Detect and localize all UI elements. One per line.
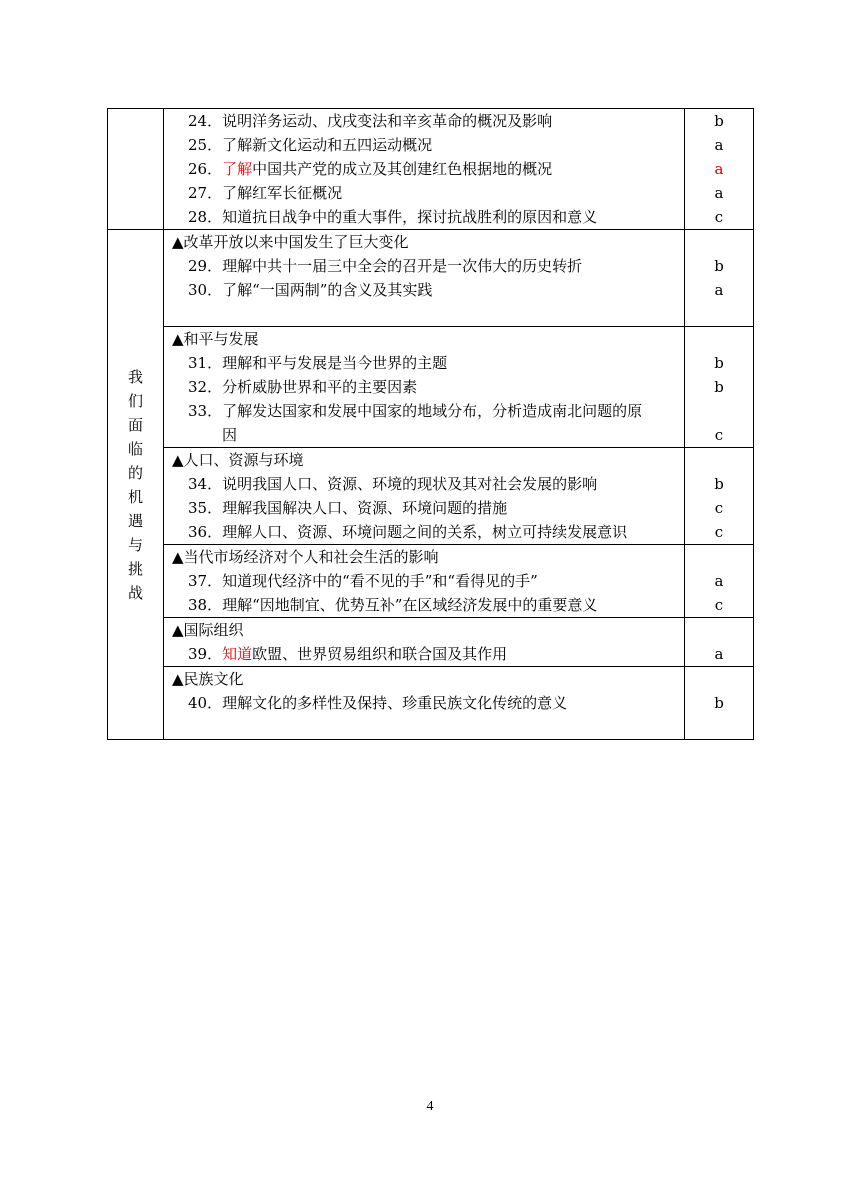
highlight-text: 了解 (222, 160, 253, 178)
spacer (685, 667, 753, 691)
spacer (164, 715, 684, 739)
spacer (685, 448, 753, 472)
level-value: c (714, 426, 724, 444)
content-cell (164, 545, 685, 618)
level-value: c (714, 523, 724, 541)
list-item: 36．理解人口、资源、环境问题之间的关系，树立可持续发展意识 (188, 523, 628, 541)
level-cell (685, 230, 754, 327)
table-row (108, 230, 754, 327)
content-cell (164, 618, 685, 667)
category-cell (108, 230, 164, 740)
list-item: 31．理解和平与发展是当今世界的主题 (188, 354, 448, 372)
list-item: 38．理解“因地制宜、优势互补”在区域经济发展中的重要意义 (188, 596, 598, 614)
list-item: 37．知道现代经济中的“看不见的手”和“看得见的手” (188, 572, 538, 590)
level-value: b (714, 694, 724, 712)
section-header: ▲人口、资源与环境 (172, 451, 304, 469)
section-header: ▲改革开放以来中国发生了巨大变化 (172, 233, 409, 251)
spacer (164, 302, 684, 326)
spacer (685, 230, 753, 254)
list-item: 28．知道抗日战争中的重大事件，探讨抗战胜利的原因和意义 (188, 208, 598, 226)
level-value: a (714, 281, 724, 299)
level-value: a (714, 184, 724, 202)
level-value: c (714, 596, 724, 614)
highlight-text: 知道 (222, 645, 253, 663)
level-value: a (714, 572, 724, 590)
curriculum-table (107, 108, 754, 740)
list-item: 33．了解发达国家和发展中国家的地域分布，分析造成南北问题的原 (188, 402, 643, 420)
table-row (108, 667, 754, 740)
section-header: ▲当代市场经济对个人和社会生活的影响 (172, 548, 439, 566)
list-item: 40．理解文化的多样性及保持、珍重民族文化传统的意义 (188, 694, 568, 712)
table-row (108, 109, 754, 230)
spacer (685, 302, 753, 326)
level-value: a (714, 160, 724, 178)
list-item: 25．了解新文化运动和五四运动概况 (188, 136, 433, 154)
table-row (108, 545, 754, 618)
table-row (108, 327, 754, 448)
table-row (108, 448, 754, 545)
content-cell (164, 327, 685, 448)
page-number: 4 (426, 1099, 434, 1114)
level-value: b (714, 112, 724, 130)
level-cell (685, 618, 754, 667)
level-cell (685, 109, 754, 230)
level-value: c (714, 208, 724, 226)
spacer (685, 327, 753, 351)
list-item: 32．分析威胁世界和平的主要因素 (188, 378, 418, 396)
list-item: 29．理解中共十一届三中全会的召开是一次伟大的历史转折 (188, 257, 583, 275)
content-cell (164, 667, 685, 740)
spacer (685, 715, 753, 739)
list-item: 30．了解“一国两制”的含义及其实践 (188, 281, 433, 299)
level-value: b (714, 257, 724, 275)
content-cell (164, 230, 685, 327)
level-value: b (714, 354, 724, 372)
level-cell (685, 667, 754, 740)
content-cell (164, 448, 685, 545)
spacer (685, 545, 753, 569)
category-cell-empty (108, 109, 164, 230)
section-header: ▲和平与发展 (172, 330, 259, 348)
spacer (685, 399, 753, 423)
level-cell (685, 327, 754, 448)
level-value: b (714, 475, 724, 493)
list-item: 39．知道欧盟、世界贸易组织和联合国及其作用 (188, 645, 508, 663)
level-cell (685, 545, 754, 618)
list-item: 24．说明洋务运动、戊戌变法和辛亥革命的概况及影响 (188, 112, 553, 130)
content-cell (164, 109, 685, 230)
category-label: 我们面临的机遇与挑战 (127, 367, 143, 602)
section-header: ▲国际组织 (172, 621, 244, 639)
level-value: a (714, 645, 724, 663)
section-header: ▲民族文化 (172, 670, 244, 688)
level-value: c (714, 499, 724, 517)
level-value: a (714, 136, 724, 154)
list-item: 26．了解中国共产党的成立及其创建红色根据地的概况 (188, 160, 553, 178)
list-item-continuation: 因 (222, 426, 238, 444)
list-item: 27．了解红军长征概况 (188, 184, 343, 202)
spacer (685, 618, 753, 642)
table-row (108, 618, 754, 667)
list-item: 35．理解我国解决人口、资源、环境问题的措施 (188, 499, 508, 517)
level-value: b (714, 378, 724, 396)
list-item: 34．说明我国人口、资源、环境的现状及其对社会发展的影响 (188, 475, 598, 493)
level-cell (685, 448, 754, 545)
